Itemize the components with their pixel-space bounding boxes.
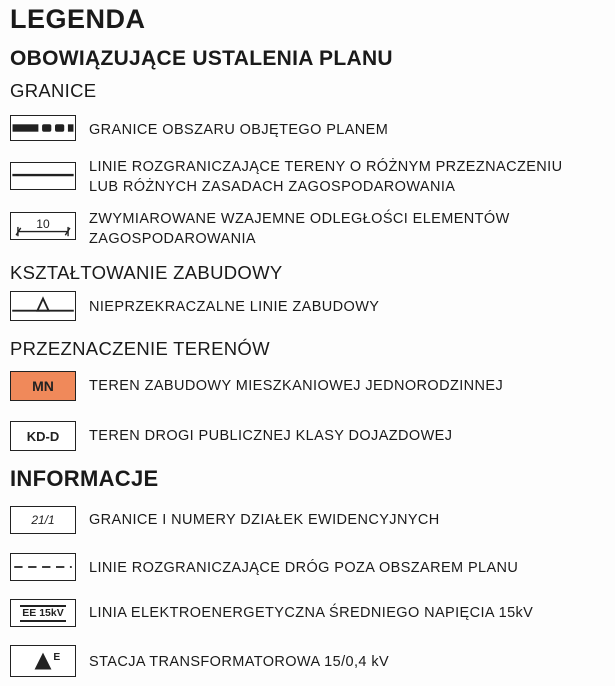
mn-label: TEREN ZABUDOWY MIESZKANIOWEJ JEDNORODZINNEJ (89, 378, 504, 394)
section-przeznaczenie: PRZEZNACZENIE TERENÓW (10, 338, 270, 359)
dividing-lines-label-2: LUB RÓŻNYCH ZASADACH ZAGOSPODAROWANIA (89, 179, 456, 195)
legend-title: LEGENDA (10, 4, 146, 34)
dimension-value: 10 (36, 216, 50, 231)
kdd-symbol: KD-D (10, 421, 76, 451)
kdd-label: TEREN DROGI PUBLICZNEJ KLASY DOJAZDOWEJ (89, 428, 453, 444)
dividing-lines-label-1: LINIE ROZGRANICZAJĄCE TERENY O RÓŻNYM PRZEZNACZENIU (89, 159, 563, 175)
roads-outside-symbol (10, 553, 76, 581)
power-line-code: EE 15kV (20, 605, 65, 622)
plan-boundary-label: GRANICE OBSZARU OBJĘTEGO PLANEM (89, 122, 389, 138)
dimension-symbol (10, 212, 76, 240)
dashed-line-icon (11, 554, 75, 580)
mn-symbol: MN (10, 371, 76, 401)
triangle-e-icon (11, 646, 75, 676)
power-line-symbol (10, 599, 76, 627)
transformer-label: STACJA TRANSFORMATOROWA 15/0,4 kV (89, 654, 390, 670)
section-granice: GRANICE (10, 80, 97, 101)
power-line-label: LINIA ELEKTROENERGETYCZNA ŚREDNIEGO NAPIĘCIA 15kV (89, 605, 534, 621)
transformer-symbol (10, 645, 76, 677)
dash-dot-boundary-line-icon (11, 116, 75, 140)
plan-provisions-heading: OBOWIĄZUJĄCE USTALENIA PLANU (10, 47, 393, 70)
transformer-letter: E (53, 652, 61, 664)
parcel-number: 21/1 (31, 513, 55, 527)
roads-outside-label: LINIE ROZGRANICZAJĄCE DRÓG POZA OBSZAREM PLANU (89, 560, 519, 576)
plan-boundary-symbol (10, 115, 76, 141)
building-line-symbol (10, 291, 76, 321)
section-informacje: INFORMACJE (10, 466, 159, 491)
building-lines-label: NIEPRZEKRACZALNE LINIE ZABUDOWY (89, 299, 380, 315)
triangle-line-icon (11, 292, 75, 320)
dimension-line-icon (11, 213, 75, 239)
dimensions-label-1: ZWYMIAROWANE WZAJEMNE ODLEGŁOŚCI ELEMENTÓW (89, 211, 510, 227)
section-zabudowa: KSZTAŁTOWANIE ZABUDOWY (10, 262, 283, 283)
parcel-symbol (10, 506, 76, 534)
double-line-icon (11, 163, 75, 189)
dividing-lines-symbol (10, 162, 76, 190)
dimensions-label-2: ZAGOSPODAROWANIA (89, 231, 256, 247)
parcels-label: GRANICE I NUMERY DZIAŁEK EWIDENCYJNYCH (89, 512, 440, 528)
